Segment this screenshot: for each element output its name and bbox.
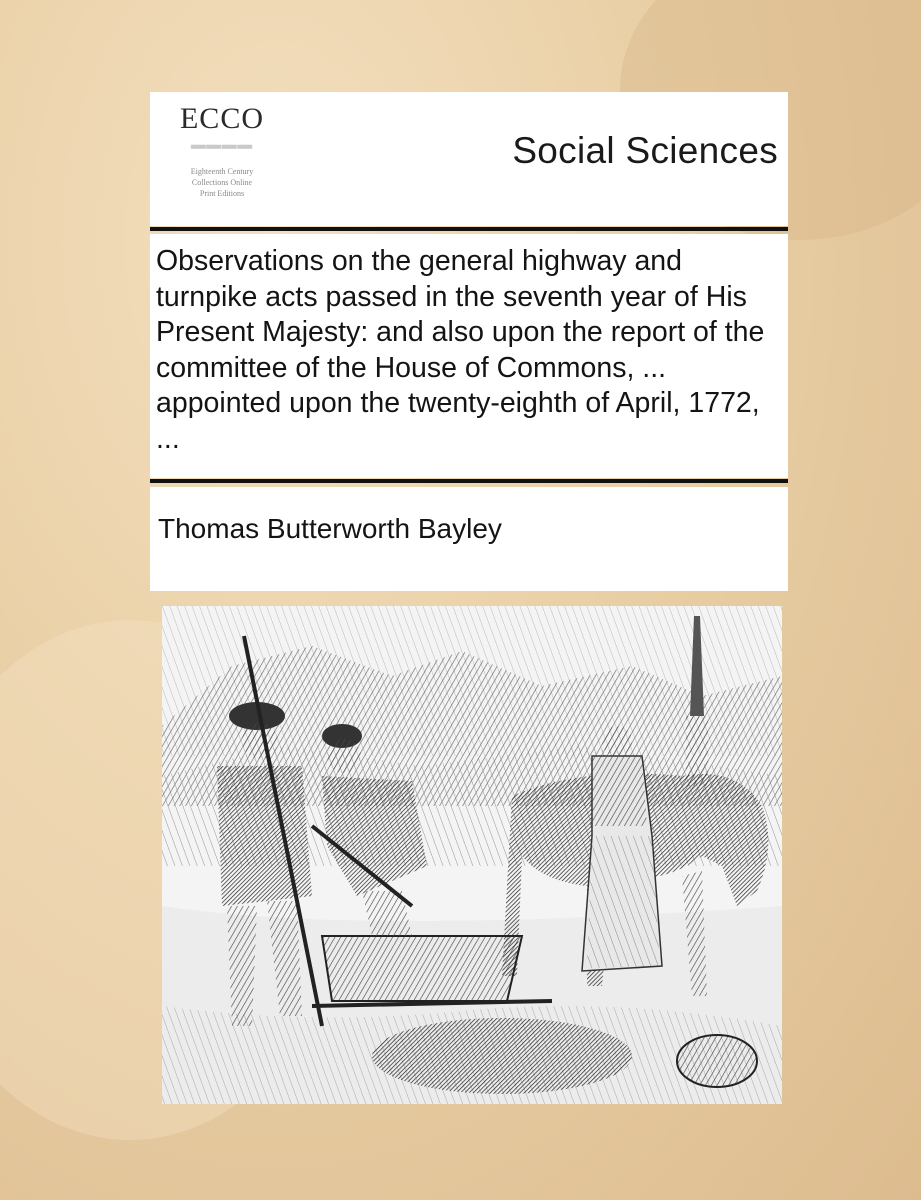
book-author: Thomas Butterworth Bayley — [158, 513, 502, 544]
ecco-logo-mark-reflection: ━━━━ — [191, 135, 253, 161]
ecco-logo-subtitle-line: Collections Online — [191, 178, 253, 187]
author-panel — [150, 487, 788, 591]
ecco-logo-subtitle — [172, 166, 272, 199]
engraving-image — [162, 606, 782, 1104]
divider-rule — [150, 227, 788, 231]
ecco-logo-mark: ECCO — [179, 102, 264, 135]
ecco-logo-subtitle-line: Eighteenth Century — [190, 167, 254, 176]
header-panel — [150, 92, 788, 226]
cover-illustration — [162, 606, 782, 1104]
divider-rule — [150, 479, 788, 483]
series-label: Social Sciences — [512, 130, 778, 171]
book-title: Observations on the general highway and turnpike acts passed in the seventh year of His Present Majesty: and also upon the report of the committee of the House of Commons, ... appointed upon the twenty-eighth of April, 1772, ... — [156, 245, 765, 455]
ecco-logo — [172, 104, 272, 216]
ecco-logo-subtitle-line: Print Editions — [199, 189, 245, 198]
title-panel — [150, 234, 788, 478]
